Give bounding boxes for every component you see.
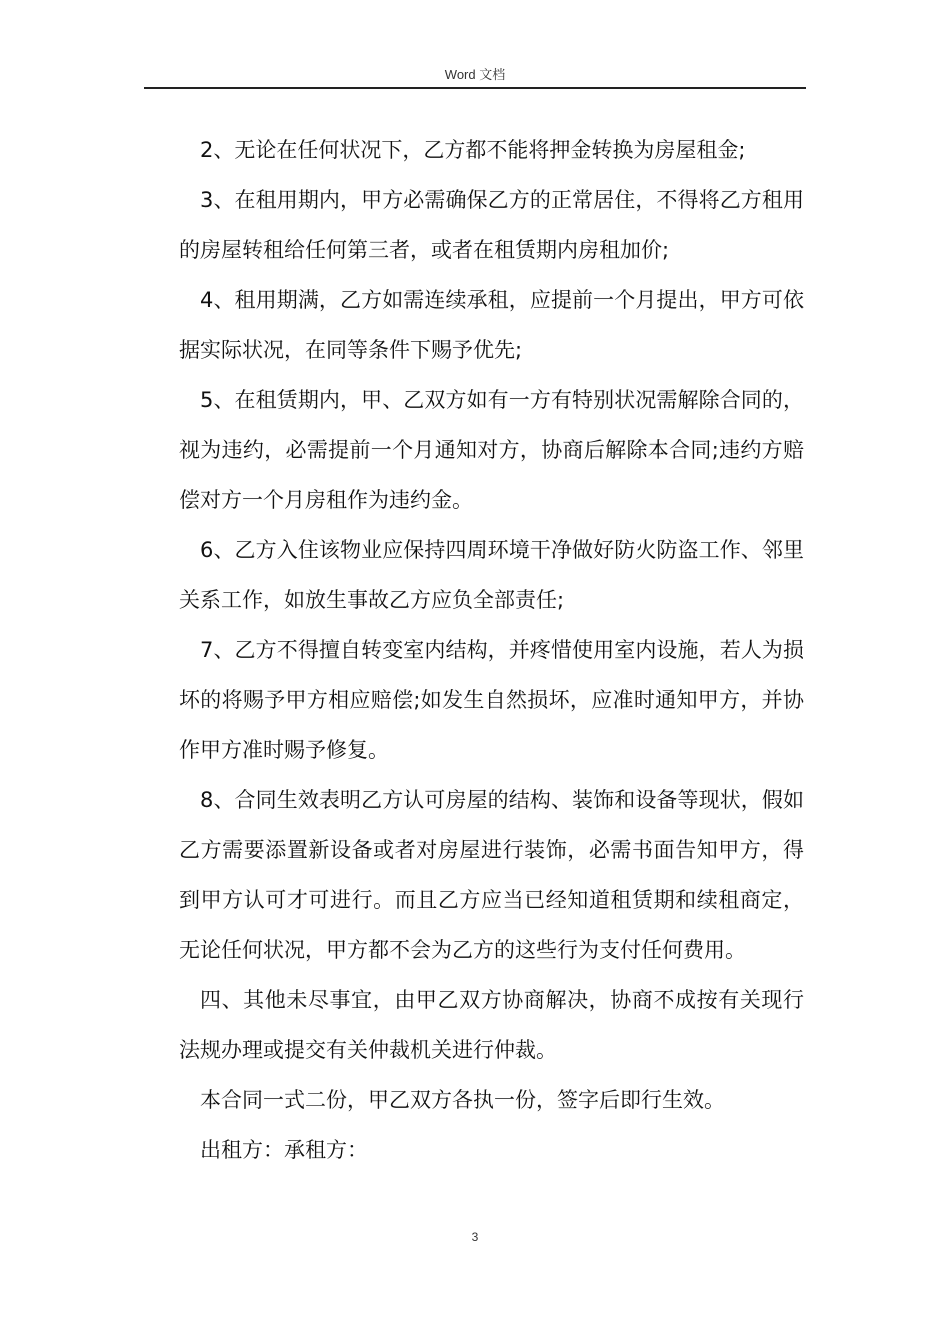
- signature-line: 出租方：承租方：: [200, 1138, 368, 1162]
- header-divider: [144, 87, 806, 89]
- page-number: 3: [471, 1230, 479, 1244]
- contract-copies-statement: 本合同一式二份，甲乙双方各执一份，签字后即行生效。: [200, 1088, 725, 1112]
- document-body: [179, 125, 804, 1175]
- clause-4: 4、租用期满，乙方如需连续承租，应提前一个月提出，甲方可依据实际状况，在同等条件下赐予优先;: [179, 288, 804, 362]
- clause-7: 7、乙方不得擅自转变室内结构，并疼惜使用室内设施，若人为损坏的将赐予甲方相应赔偿;如发生自然损坏，应准时通知甲方，并协作甲方准时赐予修复。: [179, 638, 804, 762]
- section-4-other-matters: 四、其他未尽事宜，由甲乙双方协商解决，协商不成按有关现行法规办理或提交有关仲裁机关进行仲裁。: [179, 988, 804, 1062]
- clause-8: 8、合同生效表明乙方认可房屋的结构、装饰和设备等现状，假如乙方需要添置新设备或者对房屋进行装饰，必需书面告知甲方，得到甲方认可才可进行。而且乙方应当已经知道租赁期和续租商定，无论任何状况，甲方都不会为乙方的这些行为支付任何费用。: [179, 788, 804, 962]
- clause-6: 6、乙方入住该物业应保持四周环境干净做好防火防盗工作、邻里关系工作，如放生事故乙方应负全部责任;: [179, 538, 804, 612]
- clause-3: 3、在租用期内，甲方必需确保乙方的正常居住，不得将乙方租用的房屋转租给任何第三者，或者在租赁期内房租加价;: [179, 188, 804, 262]
- clause-2: 2、无论在任何状况下，乙方都不能将押金转换为房屋租金;: [200, 138, 746, 162]
- page-header: Word 文档: [444, 67, 506, 82]
- clause-5: 5、在租赁期内，甲、乙双方如有一方有特别状况需解除合同的，视为违约，必需提前一个月通知对方，协商后解除本合同;违约方赔偿对方一个月房租作为违约金。: [179, 388, 804, 512]
